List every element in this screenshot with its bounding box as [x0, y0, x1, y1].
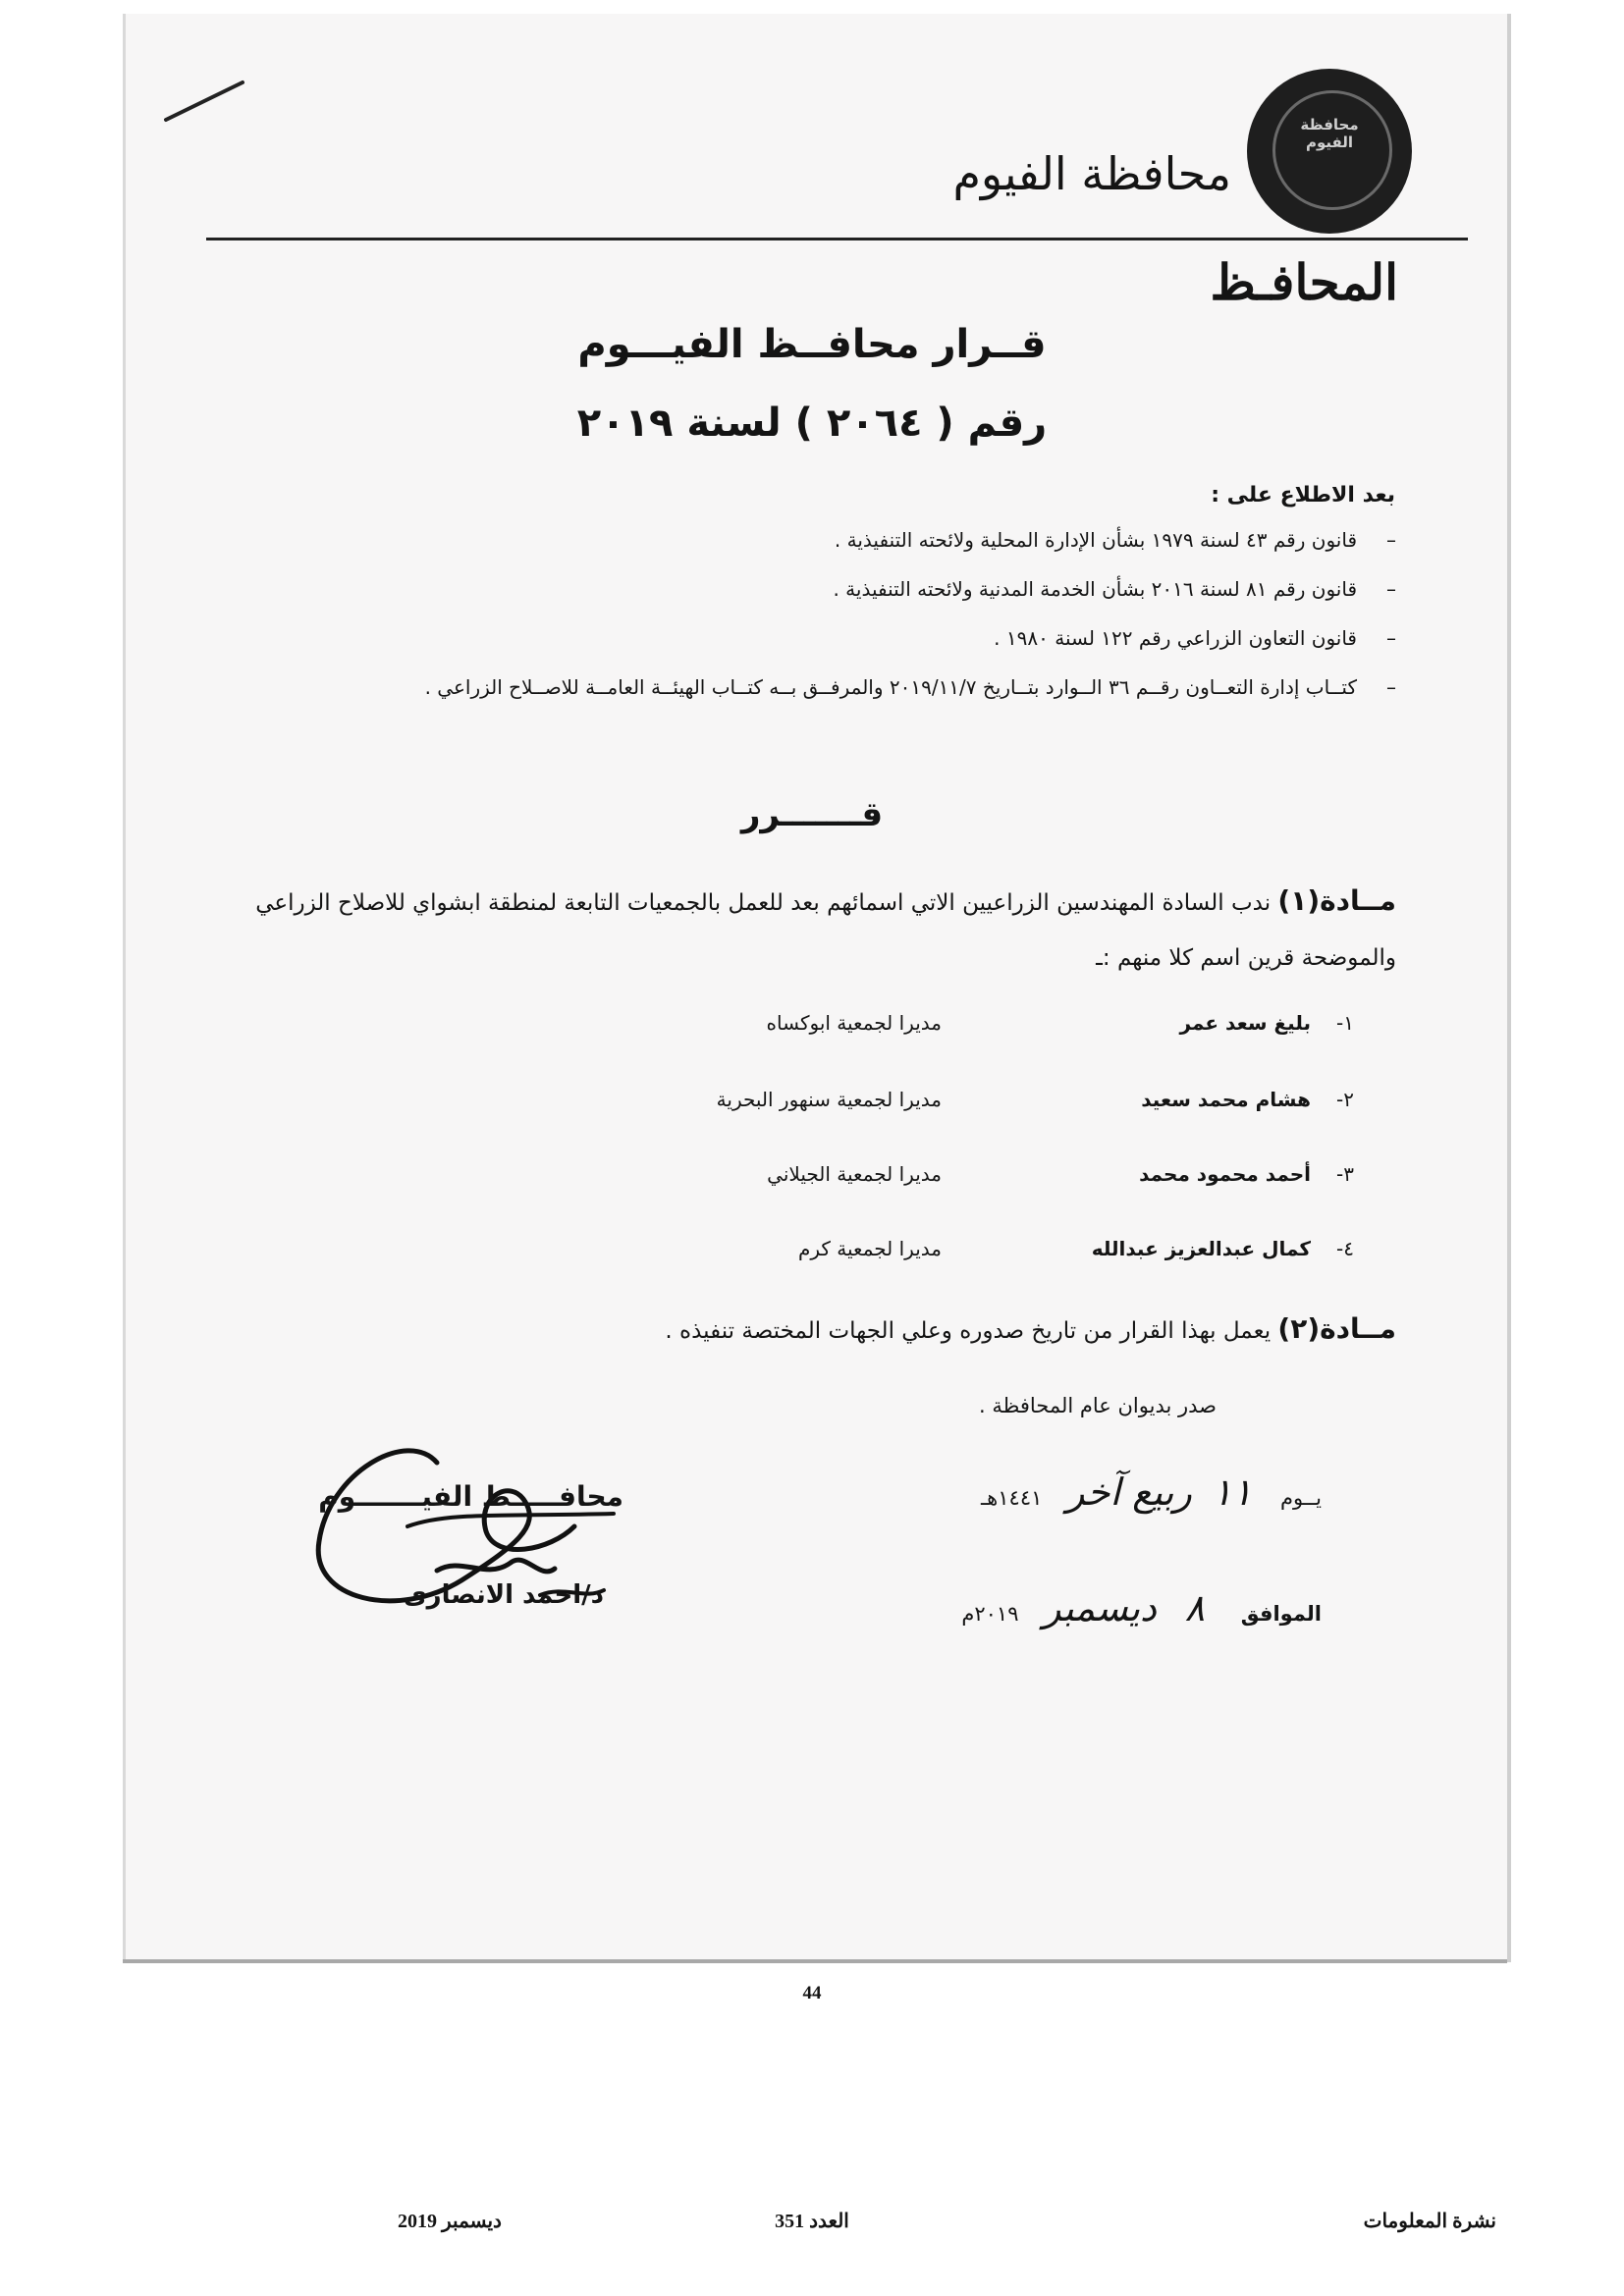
footer-issue: العدد 351	[775, 2211, 849, 2232]
seal-text: محافظة الفيوم	[1300, 116, 1359, 151]
assignment-role: مديرا لجمعية الجيلاني	[767, 1162, 942, 1186]
decision-title: قــرار محافــظ الفيـــوم	[577, 322, 1047, 367]
pen-stroke-mark	[162, 77, 250, 126]
footer-publication: نشرة المعلومات	[1363, 2211, 1496, 2232]
handwritten-month: ديسمبر	[1043, 1586, 1157, 1629]
assignment-role: مديرا لجمعية كرم	[798, 1237, 942, 1260]
assignment-row: ٢- هشام محمد سعيد مديرا لجمعية سنهور البحرية	[716, 1088, 1354, 1111]
article-1	[218, 874, 1396, 986]
assignment-row: ٤- كمال عبدالعزيز عبدالله مديرا لجمعية كرم	[798, 1237, 1354, 1260]
engineer-name: كمال عبدالعزيز عبدالله	[1091, 1237, 1311, 1260]
governorate-seal-icon	[1247, 69, 1412, 234]
scan-edge	[123, 1959, 1507, 1963]
assignment-role: مديرا لجمعية سنهور البحرية	[716, 1088, 942, 1111]
signature-block	[290, 1433, 663, 1629]
article-1-label: مــادة(١)	[1277, 884, 1396, 917]
preamble-item: – قانون رقم ٤٣ لسنة ١٩٧٩ بشأن الإدارة المحلية ولائحته التنفيذية .	[834, 528, 1396, 552]
governorate-name: محافظة الفيوم	[952, 147, 1231, 200]
article-2	[218, 1302, 1396, 1359]
office-title: المحافـظ	[1210, 253, 1398, 311]
decided-heading: قـــــــرر	[740, 795, 884, 834]
gregorian-date: الموافق ٨ ديسمبر ٢٠١٩م	[961, 1586, 1322, 1629]
handwritten-day: ١١	[1212, 1470, 1253, 1514]
assignment-row: ١- بليغ سعد عمر مديرا لجمعية ابوكساه	[766, 1011, 1354, 1035]
signatory-name: د/احمد الانصارى	[403, 1580, 604, 1610]
preamble-item: – قانون رقم ٨١ لسنة ٢٠١٦ بشأن الخدمة المدنية ولائحته التنفيذية .	[833, 577, 1396, 601]
page-number: 44	[802, 1983, 822, 2003]
article-2-text: يعمل بهذا القرار من تاريخ صدوره وعلي الجهات المختصة تنفيذه .	[665, 1318, 1272, 1344]
engineer-name: أحمد محمود محمد	[1139, 1162, 1311, 1186]
signatory-title: محافـــــظ الفيـــــــوم	[318, 1480, 623, 1513]
header-divider	[206, 238, 1468, 240]
assignment-role: مديرا لجمعية ابوكساه	[766, 1011, 942, 1035]
preamble-item: – قانون التعاون الزراعي رقم ١٢٢ لسنة ١٩٨٠ .	[994, 626, 1396, 650]
handwritten-day: ٨	[1184, 1586, 1206, 1629]
article-1-text: ندب السادة المهندسين الزراعيين الاتي اسمائهم بعد للعمل بالجمعيات التابعة لمنطقة ابشواي للاصلاح الزراعي والموضحة قرين اسم كلا منهم :ـ	[255, 890, 1396, 971]
hijri-date: يــوم ١١ ربيع آخر ١٤٤١هـ	[981, 1470, 1322, 1514]
preamble-item: – كتــاب إدارة التعــاون رقــم ٣٦ الــوارد بتــاريخ ٢٠١٩/١١/٧ والمرفــق بــه كتــاب الهيئــة العامــة للاصــلاح الزراعي .	[424, 675, 1396, 699]
decision-number: رقم ( ٢٠٦٤ ) لسنة ٢٠١٩	[576, 400, 1048, 446]
issued-line: صدر بديوان عام المحافظة .	[979, 1394, 1217, 1417]
footer-date: ديسمبر 2019	[398, 2211, 502, 2232]
handwritten-month: ربيع آخر	[1066, 1470, 1192, 1514]
article-2-label: مــادة(٢)	[1277, 1312, 1396, 1345]
engineer-name: هشام محمد سعيد	[1141, 1088, 1311, 1111]
preamble-intro: بعد الاطلاع على :	[1211, 483, 1395, 507]
engineer-name: بليغ سعد عمر	[1179, 1011, 1311, 1035]
assignment-row: ٣- أحمد محمود محمد مديرا لجمعية الجيلاني	[767, 1162, 1354, 1186]
